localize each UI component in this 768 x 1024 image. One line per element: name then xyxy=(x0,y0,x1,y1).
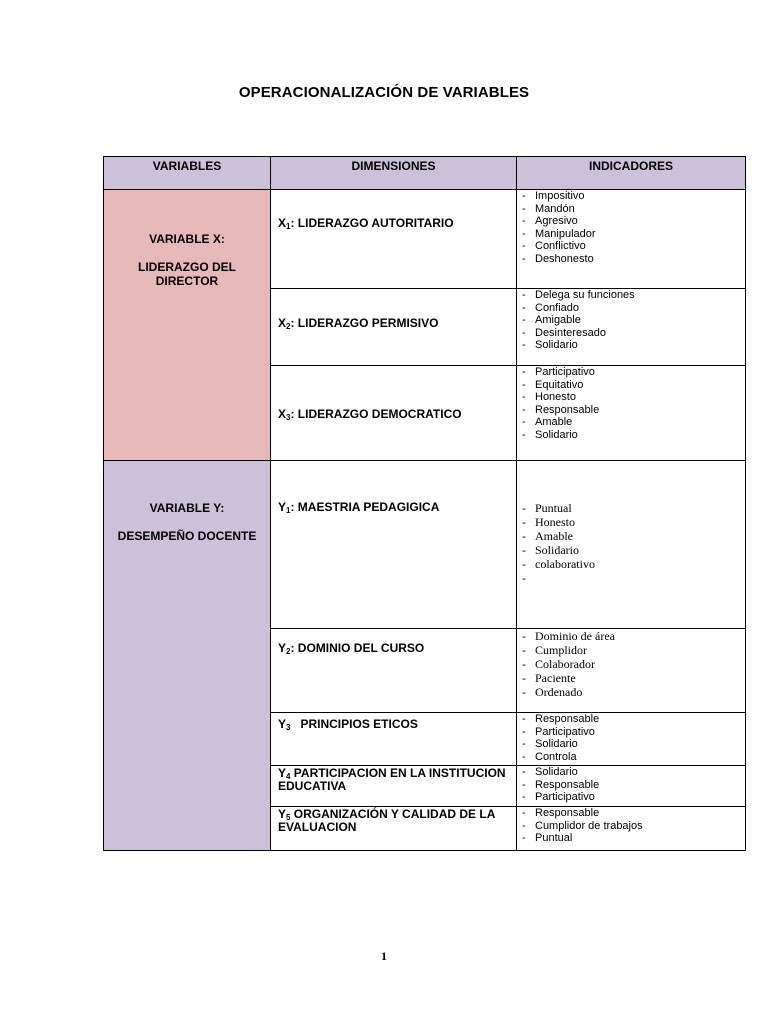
list-item: - Confiado xyxy=(522,302,745,315)
indicators-x2 xyxy=(517,289,746,366)
list-item: - Equitativo xyxy=(522,379,745,392)
list-item: - colaborativo xyxy=(522,557,745,571)
list-item: - Honesto xyxy=(522,515,745,529)
list-item: - Solidario xyxy=(522,429,745,442)
variable-y-name: DESEMPEÑO DOCENTE xyxy=(117,529,257,543)
dimension-y5: $Y_5$ ORGANIZACIÓN Y CALIDAD DE LA EVALUACION xyxy=(271,807,517,851)
dimension-x3: $X_3$: LIDERAZGO DEMOCRATICO xyxy=(271,366,517,461)
variable-x-name: LIDERAZGO DEL DIRECTOR xyxy=(138,260,236,288)
list-item: - Manipulador xyxy=(522,228,745,241)
list-item: - Colaborador xyxy=(522,657,745,671)
list-item: - Ordenado xyxy=(522,685,745,699)
indicators-y1 xyxy=(517,461,746,629)
list-item: - Responsable xyxy=(522,404,745,417)
list-item: - Responsable xyxy=(522,713,745,726)
list-item: - Impositivo xyxy=(522,190,745,203)
list-item: - Cumplidor de trabajos xyxy=(522,820,745,833)
list-item: - Conflictivo xyxy=(522,240,745,253)
list-item: - Solidario xyxy=(522,738,745,751)
header-variables: VARIABLES xyxy=(104,157,271,190)
list-item: - Solidario xyxy=(522,543,745,557)
variable-x-cell xyxy=(104,190,271,461)
table-header-row xyxy=(104,157,746,190)
list-item: - Dominio de área xyxy=(522,629,745,643)
list-item: - Paciente xyxy=(522,671,745,685)
variable-x-title: VARIABLE X: xyxy=(149,232,225,246)
table-row xyxy=(104,190,746,289)
dimension-x2: $X_2$: LIDERAZGO PERMISIVO xyxy=(271,289,517,366)
list-item: - Puntual xyxy=(522,501,745,515)
list-item: - Desinteresado xyxy=(522,327,745,340)
list-item: - Delega su funciones xyxy=(522,289,745,302)
list-item: - Participativo xyxy=(522,791,745,804)
dimension-y2: $Y_2$: DOMINIO DEL CURSO xyxy=(271,629,517,713)
list-item: - Solidario xyxy=(522,339,745,352)
list-item: - Solidario xyxy=(522,766,745,779)
dimension-y1: $Y_1$: MAESTRIA PEDAGIGICA xyxy=(271,461,517,629)
dimension-x1: $X_1$: LIDERAZGO AUTORITARIO xyxy=(271,190,517,289)
document-title: OPERACIONALIZACIÓN DE VARIABLES xyxy=(238,84,530,101)
list-item: - Participativo xyxy=(522,366,745,379)
dimension-y4: $Y_4$ PARTICIPACION EN LA INSTITUCION EDUCATIVA xyxy=(271,766,517,807)
list-item: - Amable xyxy=(522,416,745,429)
list-item: - Amigable xyxy=(522,314,745,327)
list-item: - Responsable xyxy=(522,779,745,792)
operationalization-table xyxy=(103,156,746,851)
header-indicadores: INDICADORES xyxy=(517,157,746,190)
list-item xyxy=(522,571,745,585)
list-item: - Honesto xyxy=(522,391,745,404)
list-item: - Cumplidor xyxy=(522,643,745,657)
indicators-y2 xyxy=(517,629,746,713)
dimension-y3: $Y_3$ PRINCIPIOS ETICOS xyxy=(271,713,517,766)
variable-y-title: VARIABLE Y: xyxy=(149,501,225,515)
list-item: - Agresivo xyxy=(522,215,745,228)
indicators-x3 xyxy=(517,366,746,461)
indicators-x1 xyxy=(517,190,746,289)
list-item: - Amable xyxy=(522,529,745,543)
variable-y-cell xyxy=(104,461,271,851)
list-item: - Mandón xyxy=(522,203,745,216)
table-row xyxy=(104,461,746,629)
list-item: - Participativo xyxy=(522,726,745,739)
indicators-y5 xyxy=(517,807,746,851)
list-item: - Controla xyxy=(522,751,745,764)
indicators-y3 xyxy=(517,713,746,766)
list-item: - Responsable xyxy=(522,807,745,820)
header-dimensiones: DIMENSIONES xyxy=(271,157,517,190)
indicators-y4 xyxy=(517,766,746,807)
list-item: - Deshonesto xyxy=(522,253,745,266)
list-item: - Puntual xyxy=(522,832,745,845)
page-number: 1 xyxy=(381,949,387,963)
